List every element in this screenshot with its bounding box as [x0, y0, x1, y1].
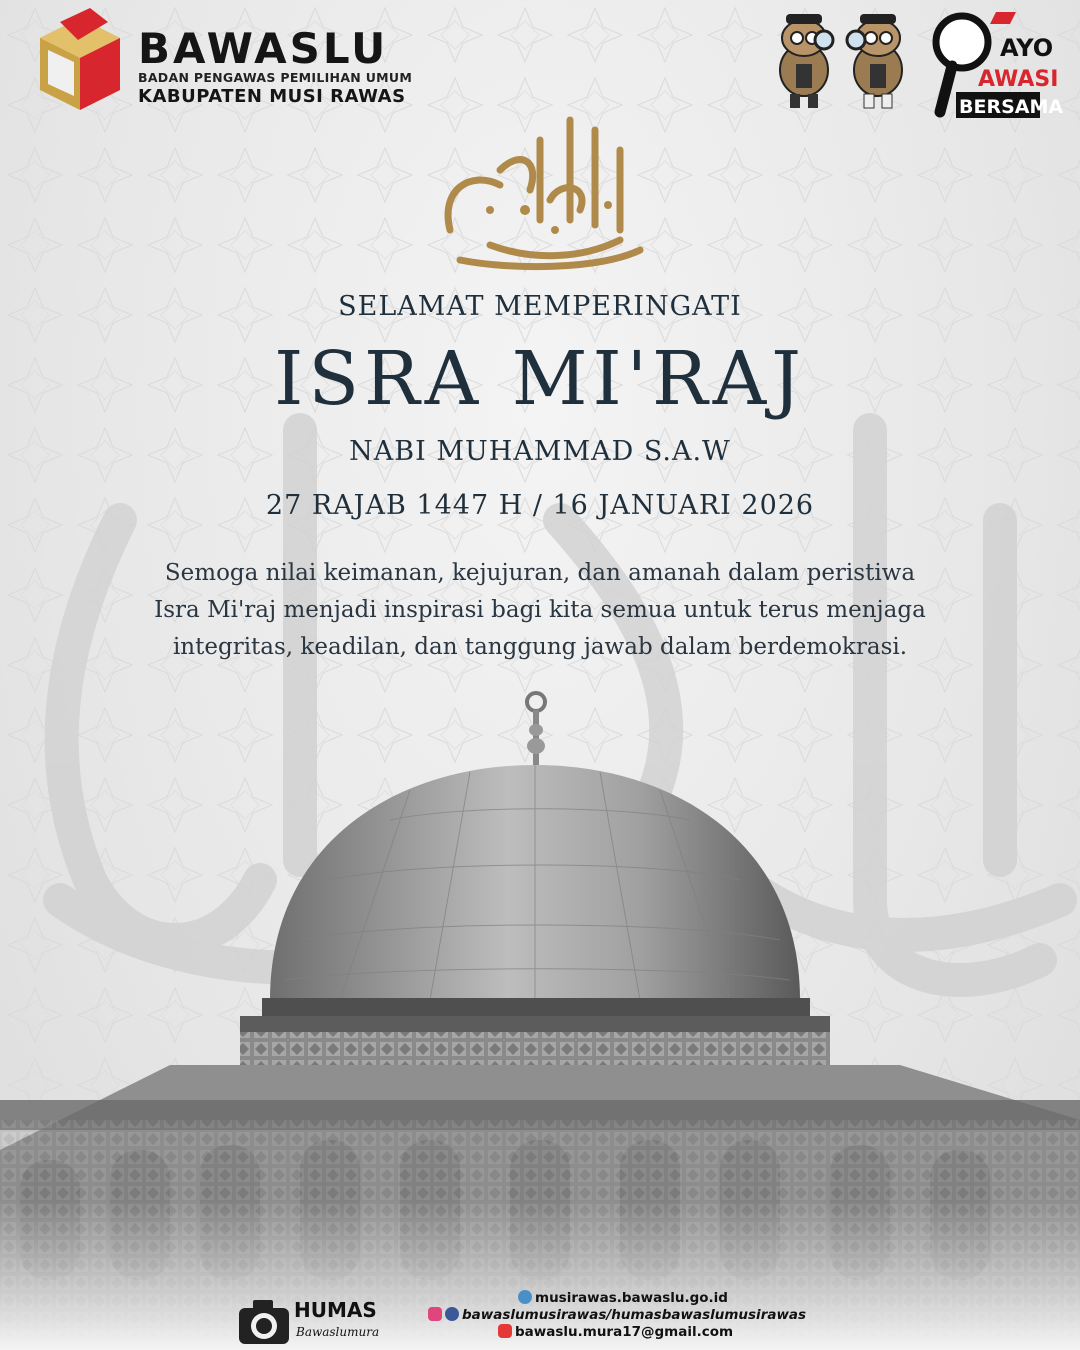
facebook-icon	[445, 1307, 459, 1321]
message-line: Isra Mi'raj menjadi inspirasi bagi kita semua untuk terus menjaga	[154, 597, 926, 623]
mascot-icon	[766, 8, 916, 112]
campaign-line3: BERSAMA	[959, 96, 1064, 118]
message	[140, 555, 940, 666]
website-contact[interactable]	[518, 1290, 728, 1306]
calligraphy-emblem	[430, 110, 655, 275]
event-date: 27 RAJAB 1447 H / 16 JANUARI 2026	[265, 490, 815, 521]
instagram-icon	[428, 1307, 442, 1321]
bawaslu-logo-icon	[30, 10, 130, 120]
email-icon	[498, 1324, 512, 1338]
brand-name: BAWASLU	[138, 24, 389, 73]
social-contact[interactable]	[428, 1307, 806, 1323]
campaign-line1: AYO	[1000, 34, 1054, 62]
email-text: bawaslu.mura17@gmail.com	[515, 1324, 734, 1340]
event-title: ISRA MI'RAJ	[274, 336, 806, 422]
message-line: integritas, keadilan, dan tanggung jawab dalam berdemokrasi.	[172, 634, 908, 660]
message-line: Semoga nilai keimanan, kejujuran, dan amanah dalam peristiwa	[164, 560, 916, 586]
humas-title: HUMAS	[294, 1298, 377, 1322]
camera-icon	[237, 1296, 291, 1348]
email-contact[interactable]	[498, 1324, 733, 1340]
social-text: bawaslumusirawas/humasbawaslumusirawas	[462, 1307, 807, 1323]
bawaslu-logo	[30, 10, 413, 120]
brand-subtitle: BADAN PENGAWAS PEMILIHAN UMUM	[138, 70, 413, 85]
campaign-line2: AWASI	[978, 67, 1059, 92]
globe-icon	[518, 1290, 532, 1304]
magnifier-icon	[936, 16, 988, 68]
dome-building-image	[0, 680, 1080, 1350]
website-text: musirawas.bawaslu.go.id	[535, 1290, 728, 1306]
event-subtitle: NABI MUHAMMAD S.A.W	[349, 436, 731, 467]
brand-region: KABUPATEN MUSI RAWAS	[138, 86, 406, 107]
greeting: SELAMAT MEMPERINGATI	[338, 291, 742, 322]
humas-subtitle: Bawaslumura	[296, 1325, 380, 1339]
campaign-logo	[930, 8, 1064, 122]
